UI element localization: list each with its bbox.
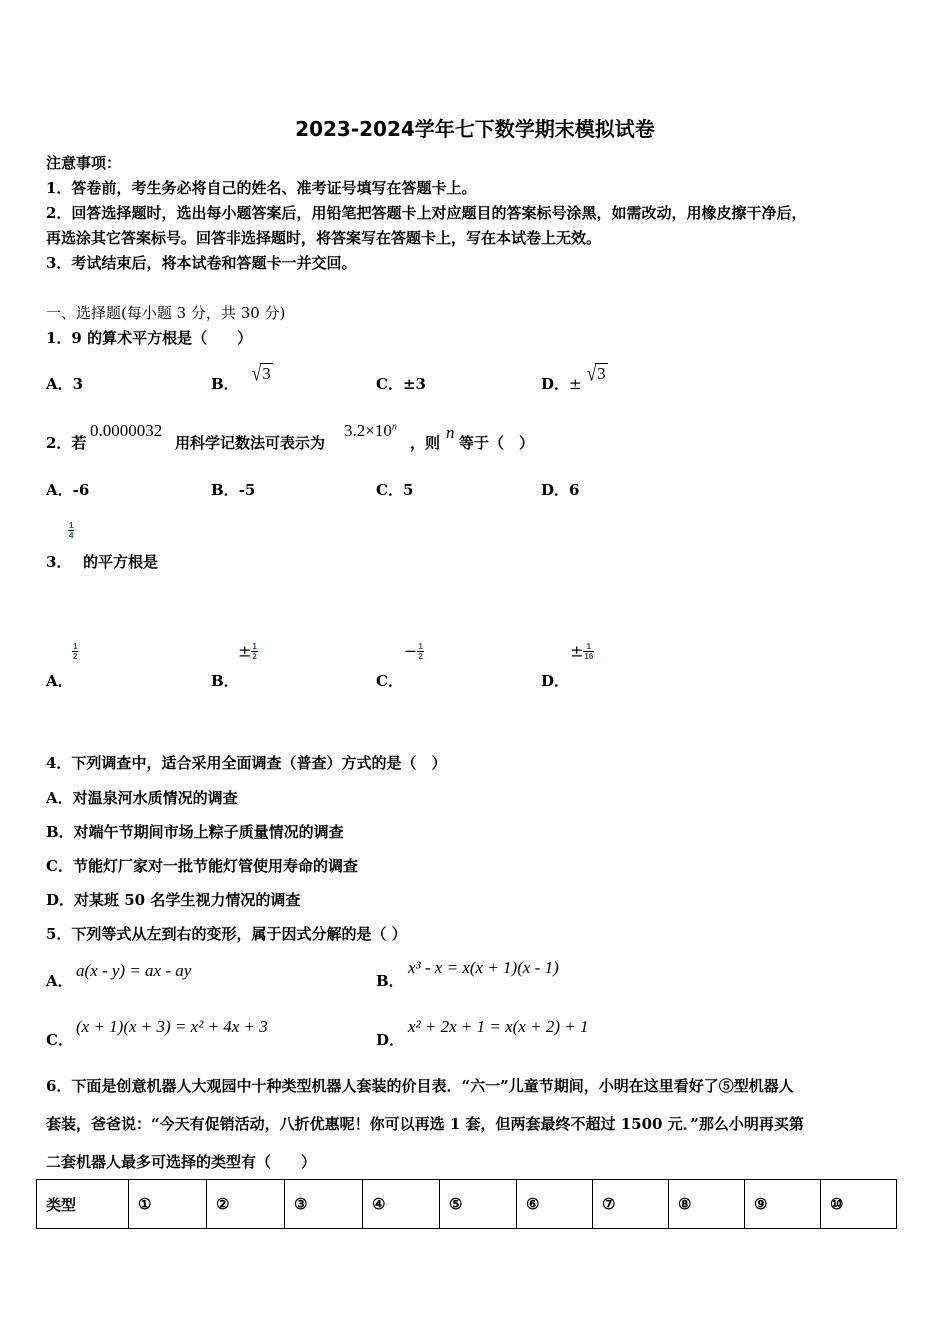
q5-option-b-expr: x³ - x = x(x + 1)(x - 1) [408, 958, 559, 977]
table-header-cell: ⑤ [440, 1180, 517, 1229]
section-heading: 一、选择题(每小题 3 分，共 30 分) [46, 304, 286, 322]
q3-option-a-value: $\frac{1}{2}$ [73, 641, 78, 661]
question-4-stem: 4．下列调查中，适合采用全面调查（普查）方式的是（ ） [46, 754, 447, 772]
table-header-cell: ⑦ [593, 1180, 669, 1229]
table-header-cell: 类型 [37, 1180, 129, 1229]
q4-option: C．节能灯厂家对一批节能灯管使用寿命的调查 [46, 857, 358, 875]
q1-option-d: D．± √3 [541, 361, 606, 393]
question-5-stem: 5．下列等式从左到右的变形，属于因式分解的是（ ） [46, 925, 407, 943]
q1-option-b: B． √3 [211, 361, 271, 393]
q3-option-a-label: A． [46, 672, 73, 690]
question-6-line: 6．下面是创意机器人大观园中十种类型机器人套装的价目表．“六一”儿童节期间，小明在这里看好了⑤型机器人 [46, 1077, 794, 1095]
q1-option-c: C．±3 [376, 375, 426, 393]
table-header-cell: ⑨ [745, 1180, 821, 1229]
q3-tail: 的平方根是 [83, 553, 159, 571]
q5-option-c-expr: (x + 1)(x + 3) = x² + 4x + 3 [76, 1017, 268, 1036]
q2-variable: n [446, 423, 455, 442]
q3-option-b-label: B． [211, 672, 239, 690]
table-header-cell: ① [129, 1180, 207, 1229]
question-2-lead: 2．若 [46, 434, 87, 452]
q3-fraction: $\frac{1}{4}$ [69, 520, 74, 540]
q2-option-b: B．-5 [211, 481, 256, 499]
sqrt-expression: √3 [251, 361, 271, 386]
notice-item: 3．考试结束后，将本试卷和答题卡一并交回。 [46, 254, 357, 272]
question-6-line: 二套机器人最多可选择的类型有（ ） [46, 1153, 317, 1171]
q5-option-b-label: B． [376, 972, 404, 990]
q4-option: B．对端午节期间市场上粽子质量情况的调查 [46, 823, 344, 841]
q2-tail: 等于（ ） [459, 434, 535, 452]
table-header-cell: ④ [363, 1180, 440, 1229]
table-header-cell: ② [207, 1180, 285, 1229]
q2-decimal: 0.0000032 [90, 421, 163, 440]
q2-option-d: D．6 [541, 481, 580, 499]
q2-option-a: A．-6 [46, 481, 90, 499]
q3-option-c-label: C． [376, 672, 403, 690]
sqrt-expression: √3 [586, 361, 606, 386]
question-1-stem: 1．9 的算术平方根是（ ） [46, 329, 253, 347]
table-header-cell: ⑥ [517, 1180, 593, 1229]
q5-option-a-label: A． [46, 972, 73, 990]
price-table [36, 1179, 897, 1229]
q5-option-c-label: C． [46, 1031, 73, 1049]
q2-mid-text: 用科学记数法可表示为 [175, 434, 326, 452]
q2-then: ，则 [410, 434, 441, 452]
q2-option-c: C．5 [376, 481, 414, 499]
q4-option: A．对温泉河水质情况的调查 [46, 789, 238, 807]
q3-option-d-value: ± $\frac{1}{16}$ [570, 641, 594, 661]
page-title: 2023-2024学年七下数学期末模拟试卷 [295, 117, 655, 141]
question-3-number: 3． [46, 553, 72, 571]
table-header-cell: ⑩ [821, 1180, 897, 1229]
question-6-line: 套装，爸爸说：“今天有促销活动，八折优惠呢！你可以再选 1 套，但两套最终不超过 1500 元．”那么小明再买第 [46, 1115, 804, 1133]
q3-option-d-label: D． [541, 672, 570, 690]
notice-heading: 注意事项： [46, 154, 122, 172]
q3-option-b-value: ± $\frac{1}{2}$ [238, 641, 257, 661]
notice-item: 再选涂其它答案标号。回答非选择题时，将答案写在答题卡上，写在本试卷上无效。 [46, 229, 602, 247]
table-row [37, 1180, 897, 1229]
q2-scientific: $3.2\times 10^n$ [344, 421, 397, 440]
q5-option-d-label: D． [376, 1031, 405, 1049]
q5-option-d-expr: x² + 2x + 1 = x(x + 2) + 1 [408, 1017, 589, 1036]
q1-option-a: A．3 [46, 375, 84, 393]
notice-item: 2．回答选择题时，选出每小题答案后，用铅笔把答题卡上对应题目的答案标号涂黑，如需改动，用橡皮擦干净后， [46, 204, 807, 222]
q3-option-c-value: − $\frac{1}{2}$ [404, 641, 423, 661]
table-header-cell: ③ [285, 1180, 363, 1229]
q5-option-a-expr: a(x - y) = ax - ay [76, 961, 192, 980]
q4-option: D．对某班 50 名学生视力情况的调查 [46, 891, 301, 909]
notice-item: 1．答卷前，考生务必将自己的姓名、准考证号填写在答题卡上。 [46, 179, 477, 197]
table-header-cell: ⑧ [669, 1180, 745, 1229]
